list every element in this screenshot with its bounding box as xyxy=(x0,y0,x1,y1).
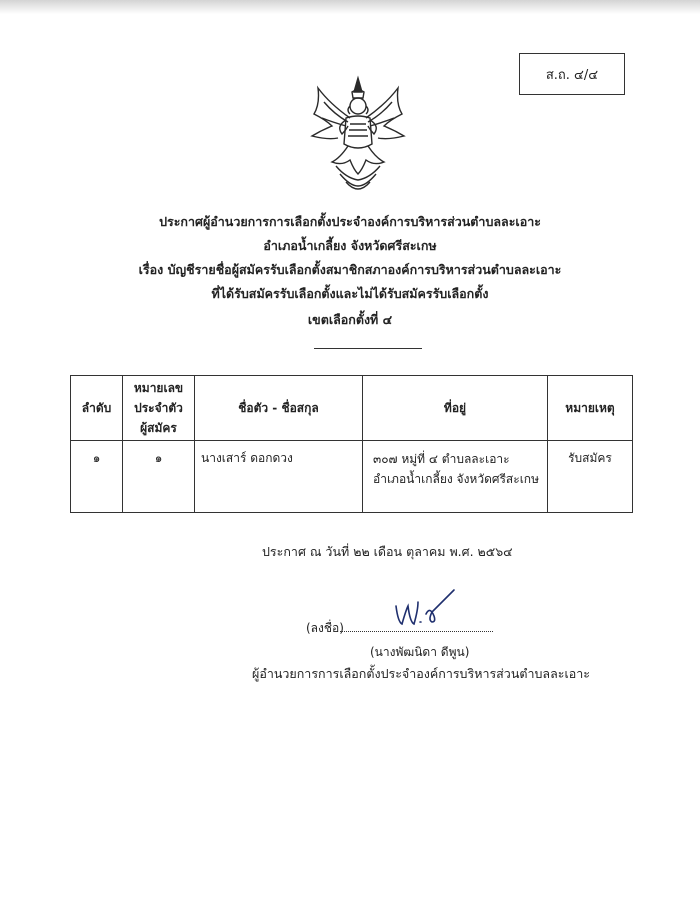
table-row xyxy=(71,441,633,513)
header-line-5: เขตเลือกตั้งที่ ๔ xyxy=(307,312,393,327)
col-address: ที่อยู่ xyxy=(363,376,548,441)
signature-label: (ลงชื่อ) xyxy=(306,621,344,635)
form-code-box xyxy=(519,53,625,95)
header-line-2: อำเภอน้ำเกลี้ยง จังหวัดศรีสะเกษ xyxy=(263,238,437,253)
cell-number: ๑ xyxy=(123,441,195,513)
handwritten-signature xyxy=(392,588,462,630)
col-number-line-2: ประจำตัว xyxy=(134,401,183,415)
announcement-date: ประกาศ ณ วันที่ ๒๒ เดือน ตุลาคม พ.ศ. ๒๕๖๔ xyxy=(262,544,513,559)
col-number xyxy=(123,376,195,441)
signatory-title: ผู้อำนวยการการเลือกตั้งประจำองค์การบริหารส่วนตำบลละเอาะ xyxy=(252,666,590,681)
col-number-line-3: ผู้สมัคร xyxy=(140,421,177,435)
cell-address xyxy=(363,441,548,513)
garuda-emblem-icon xyxy=(306,74,410,200)
cell-remark: รับสมัคร xyxy=(548,441,633,513)
table-header-row xyxy=(71,376,633,441)
col-remark: หมายเหตุ xyxy=(548,376,633,441)
scan-edge-shadow xyxy=(0,0,700,14)
signatory-name: (นางพัฒนิดา ดีพูน) xyxy=(370,645,470,659)
form-code: ส.ถ. ๔/๔ xyxy=(545,67,599,83)
header-line-3: เรื่อง บัญชีรายชื่อผู้สมัครรับเลือกตั้งสมาชิกสภาองค์การบริหารส่วนตำบลละเอาะ xyxy=(138,262,562,277)
header-line-4: ที่ได้รับสมัครรับเลือกตั้งและไม่ได้รับสมัครรับเลือกตั้ง xyxy=(211,286,489,301)
divider-line xyxy=(314,348,422,349)
col-order: ลำดับ xyxy=(71,376,123,441)
address-line-1: ๓๐๗ หมู่ที่ ๔ ตำบลละเอาะ xyxy=(373,452,510,466)
col-number-line-1: หมายเลข xyxy=(133,381,184,395)
signature-dotted-line xyxy=(340,631,493,632)
cell-name: นางเสาร์ ดอกดวง xyxy=(195,441,363,513)
col-name: ชื่อตัว - ชื่อสกุล xyxy=(195,376,363,441)
candidate-table xyxy=(70,375,633,513)
address-line-2: อำเภอน้ำเกลี้ยง จังหวัดศรีสะเกษ xyxy=(373,472,539,486)
cell-order: ๑ xyxy=(71,441,123,513)
header-line-1: ประกาศผู้อำนวยการการเลือกตั้งประจำองค์การบริหารส่วนตำบลละเอาะ xyxy=(159,214,541,229)
